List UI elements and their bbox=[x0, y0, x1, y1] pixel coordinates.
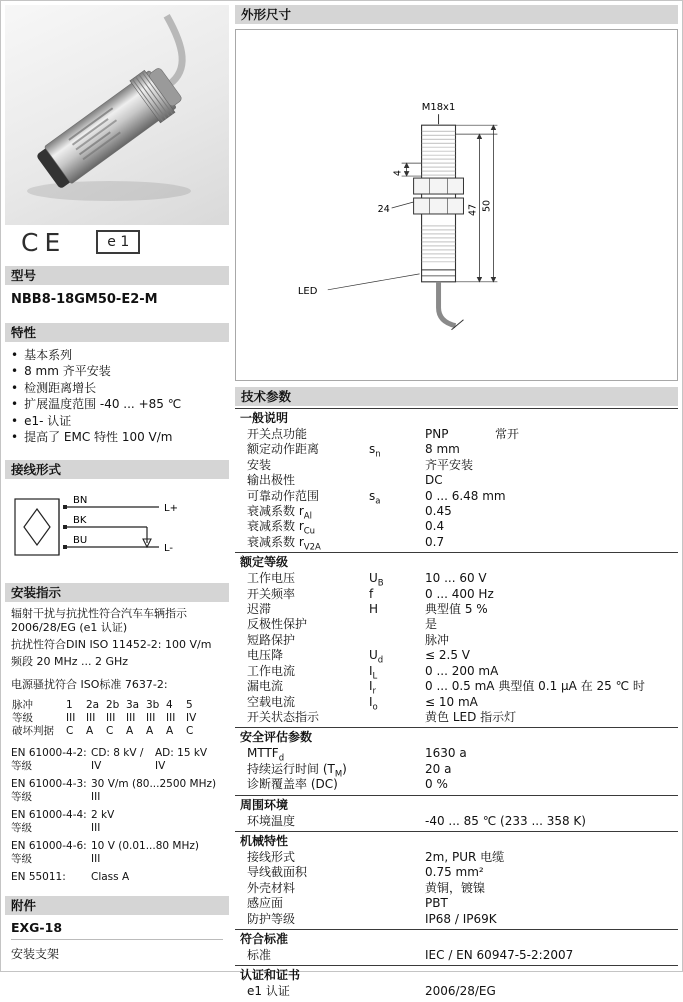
spec-row bbox=[235, 777, 678, 792]
en-standard-value: CD: 8 kV / bbox=[91, 746, 144, 759]
en-standard-row bbox=[11, 840, 223, 854]
pulse-table-header-cell: 5 bbox=[186, 698, 193, 711]
pulse-table-cell: III bbox=[66, 711, 76, 724]
spec-value: 齐平安装 bbox=[425, 457, 474, 472]
pulse-table-cell: III bbox=[146, 711, 156, 724]
spec-section-title: 机械特性 bbox=[240, 833, 289, 848]
spec-value: 1630 a bbox=[425, 746, 467, 761]
en-standard-label: EN 61000-4-3: bbox=[11, 777, 87, 790]
spec-value-part: 常开 bbox=[495, 427, 520, 441]
spec-value: ≤ 2.5 V bbox=[425, 648, 470, 663]
spec-label: 衰减系数 $r_{Cu}$ bbox=[247, 519, 316, 537]
feature-item bbox=[11, 429, 223, 446]
spec-section bbox=[235, 408, 678, 552]
spec-row bbox=[235, 746, 678, 764]
accessory-model: EXG-18 bbox=[11, 920, 223, 940]
install-paragraph: 频段 20 MHz ... 2 GHz bbox=[11, 654, 129, 668]
spec-label: 安装 bbox=[247, 457, 272, 472]
spec-section bbox=[235, 929, 678, 965]
spec-row bbox=[235, 912, 678, 927]
feature-item bbox=[11, 413, 223, 430]
spec-label: 迟滞 bbox=[247, 602, 272, 617]
spec-symbol: $I_o$ bbox=[369, 694, 378, 712]
feature-text: 提高了 EMC 特性 100 V/m bbox=[24, 430, 173, 444]
spec-label: 输出极性 bbox=[247, 473, 296, 488]
spec-symbol: $U_B$ bbox=[369, 571, 384, 589]
spec-symbol bbox=[369, 948, 425, 963]
spec-value: IP68 / IP69K bbox=[425, 911, 497, 926]
spec-section bbox=[235, 795, 678, 831]
en-standard-label: 等级 bbox=[11, 822, 32, 834]
spec-row bbox=[235, 663, 678, 682]
spec-section-title: 一般说明 bbox=[240, 411, 289, 425]
certification-marks bbox=[5, 225, 229, 260]
en-standard-label: 等级 bbox=[11, 853, 32, 865]
right-column bbox=[235, 5, 678, 999]
en-standard-row bbox=[11, 791, 223, 805]
wire-label-bk: BK bbox=[73, 514, 87, 526]
spec-value: 是 bbox=[425, 617, 438, 632]
spec-value: 0 ... 0.5 mA 典型值 0.1 μA 在 25 ℃ 时 bbox=[425, 679, 645, 694]
pulse-table-cell: IV bbox=[186, 711, 197, 724]
spec-row bbox=[235, 587, 678, 602]
en-standard-row bbox=[11, 760, 223, 774]
spec-section bbox=[235, 831, 678, 929]
spec-label: 开关状态指示 bbox=[247, 709, 320, 724]
spec-value: 黄铜，镀镍 bbox=[425, 880, 486, 895]
spec-symbol: $s_a$ bbox=[369, 488, 381, 507]
feature-text: 检测距离增长 bbox=[24, 380, 97, 395]
spec-row bbox=[235, 814, 678, 829]
en-standard-row bbox=[11, 747, 223, 761]
dim-24-label: 24 bbox=[377, 203, 390, 215]
spec-row bbox=[235, 633, 678, 648]
pulse-table-header-cell: 2a bbox=[86, 698, 100, 711]
spec-label: 开关频率 bbox=[247, 586, 296, 601]
spec-row bbox=[235, 519, 678, 537]
spec-row bbox=[235, 442, 678, 460]
feature-item bbox=[11, 363, 223, 380]
thread-size-label: M18x1 bbox=[421, 102, 456, 114]
spec-symbol bbox=[369, 519, 425, 534]
spec-symbol bbox=[369, 865, 425, 880]
en-standard-label: EN 55011: bbox=[11, 870, 66, 883]
install-section-header: 安装指示 bbox=[5, 583, 229, 602]
tech-section-header: 技术参数 bbox=[235, 387, 678, 406]
pulse-table-header-cell: 2b bbox=[106, 698, 120, 711]
spec-row bbox=[235, 458, 678, 473]
spec-row bbox=[235, 617, 678, 632]
spec-symbol bbox=[369, 504, 425, 519]
en-standard-value: IV bbox=[91, 760, 102, 772]
spec-label: 反极性保护 bbox=[247, 617, 308, 632]
feature-text: e1- 认证 bbox=[24, 413, 72, 428]
en-standard-value: 30 V/m (80...2500 MHz) bbox=[91, 777, 217, 790]
model-number: NBB8-18GM50-E2-M bbox=[11, 291, 158, 307]
en-standard-value: III bbox=[91, 822, 101, 834]
pulse-table-cell: III bbox=[106, 711, 116, 724]
dim-47-label: 47 bbox=[467, 203, 479, 217]
spec-section-title: 安全评估参数 bbox=[240, 730, 313, 745]
pulse-table-header-cell: 脉冲 bbox=[12, 698, 33, 711]
en-standard-row bbox=[11, 822, 223, 836]
pulse-table-cell: C bbox=[106, 724, 114, 737]
pulse-table-cell: 破坏判据 bbox=[12, 724, 54, 737]
spec-value bbox=[425, 427, 678, 442]
pulse-table-header-row bbox=[11, 699, 205, 712]
spec-row bbox=[235, 881, 678, 896]
bullet-icon: • bbox=[11, 380, 19, 395]
en-standard-value: Class A bbox=[91, 870, 130, 883]
install-paragraph: 抗扰性符合DIN ISO 11452-2: 100 V/m bbox=[11, 637, 212, 651]
spec-row bbox=[235, 865, 678, 880]
en-standard-label: 等级 bbox=[11, 760, 32, 772]
en-standard-value: IV bbox=[155, 760, 166, 772]
terminal-label-lminus: L- bbox=[164, 542, 174, 554]
spec-row bbox=[235, 602, 678, 617]
spec-symbol: H bbox=[369, 602, 379, 617]
spec-value: 脉冲 bbox=[425, 632, 450, 647]
en-standards-list bbox=[11, 747, 223, 885]
pulse-table-header-cell: 4 bbox=[166, 698, 173, 711]
pulse-table-header-cell: 3a bbox=[126, 698, 140, 711]
spec-value: 0 ... 6.48 mm bbox=[425, 488, 506, 503]
spec-label: 可靠动作范围 bbox=[247, 488, 320, 503]
pulse-table-cell: C bbox=[66, 724, 74, 737]
spec-symbol bbox=[369, 473, 425, 488]
spec-symbol bbox=[369, 633, 425, 648]
spec-value-part: PNP bbox=[425, 427, 449, 441]
bullet-icon: • bbox=[11, 347, 19, 362]
spec-value: PBT bbox=[425, 896, 448, 911]
en-standard-row bbox=[11, 871, 223, 885]
en-standard-value: III bbox=[91, 853, 101, 865]
pulse-table-cell: III bbox=[126, 711, 136, 724]
wiring-diagram-graphic bbox=[7, 483, 223, 571]
en-standard-row bbox=[11, 809, 223, 823]
spec-section-title: 额定等级 bbox=[240, 555, 289, 570]
dimension-drawing bbox=[235, 29, 678, 381]
spec-value: DC bbox=[425, 473, 443, 488]
spec-symbol bbox=[369, 777, 425, 792]
pulse-table-cell: A bbox=[126, 724, 134, 737]
product-photo bbox=[5, 5, 229, 225]
bullet-icon: • bbox=[11, 430, 19, 444]
spec-symbol bbox=[369, 850, 425, 865]
spec-symbol bbox=[369, 984, 425, 999]
en-standard-row bbox=[11, 853, 223, 867]
install-paragraphs bbox=[11, 607, 223, 669]
en-standard-row bbox=[11, 778, 223, 792]
sensor-photo-graphic bbox=[5, 5, 229, 225]
spec-label: 外壳材料 bbox=[247, 880, 296, 895]
spec-value: 0.4 bbox=[425, 519, 445, 534]
iso7637-pulse-table bbox=[11, 699, 205, 738]
pulse-table-cell: A bbox=[166, 724, 174, 737]
bullet-icon: • bbox=[11, 364, 19, 378]
spec-section bbox=[235, 965, 678, 1001]
spec-row bbox=[235, 850, 678, 865]
en-standard-value: AD: 15 kV bbox=[155, 746, 208, 759]
spec-label: e1 认证 bbox=[247, 984, 290, 999]
pulse-table-row bbox=[11, 712, 205, 725]
ce-mark: CE bbox=[21, 227, 67, 257]
bullet-icon: • bbox=[11, 413, 19, 428]
spec-label: 导线截面积 bbox=[247, 865, 308, 880]
spec-section bbox=[235, 552, 678, 727]
spec-symbol bbox=[369, 912, 425, 927]
spec-label: $MTTF_d$ bbox=[247, 746, 285, 764]
spec-value: 2006/28/EG bbox=[425, 984, 496, 999]
terminal-label-lplus: L+ bbox=[164, 502, 178, 514]
wiring-diagram bbox=[5, 479, 229, 577]
spec-value: 0 ... 200 mA bbox=[425, 663, 499, 678]
pulse-table-header-cell: 1 bbox=[66, 698, 73, 711]
en-standard-label: 等级 bbox=[11, 791, 32, 803]
spec-row bbox=[235, 571, 678, 589]
spec-value: 0 ... 400 Hz bbox=[425, 586, 494, 601]
pulse-table-cell: A bbox=[146, 724, 154, 737]
feature-text: 基本系列 bbox=[24, 347, 73, 362]
pulse-table-cell: C bbox=[186, 724, 194, 737]
spec-symbol bbox=[369, 458, 425, 473]
dim-4-label: 4 bbox=[392, 170, 404, 177]
spec-row bbox=[235, 948, 678, 963]
spec-symbol bbox=[369, 762, 425, 777]
spec-label: 电压降 bbox=[247, 648, 284, 663]
spec-row bbox=[235, 504, 678, 522]
model-section-header: 型号 bbox=[5, 266, 229, 285]
spec-value: 10 ... 60 V bbox=[425, 571, 487, 586]
technical-parameters-table bbox=[235, 408, 678, 1002]
feature-item bbox=[11, 396, 223, 413]
spec-row bbox=[235, 984, 678, 999]
spec-row bbox=[235, 761, 678, 780]
bullet-icon: • bbox=[11, 397, 19, 411]
en-standard-value: III bbox=[91, 791, 101, 803]
spec-row bbox=[235, 695, 678, 710]
left-column bbox=[5, 5, 229, 967]
install-paragraph: 辐射干扰与抗扰性符合汽车车辆指示 2006/28/EG (e1 认证) bbox=[11, 606, 187, 634]
en-standard-value: 10 V (0.01...80 MHz) bbox=[91, 839, 199, 852]
spec-section bbox=[235, 727, 678, 794]
spec-label: 衰减系数 $r_{Al}$ bbox=[247, 504, 312, 522]
pulse-table-cell: III bbox=[86, 711, 96, 724]
feature-text: 扩展温度范围 -40 ... +85 ℃ bbox=[24, 397, 182, 411]
feature-item bbox=[11, 347, 223, 364]
spec-section-title: 周围环境 bbox=[240, 797, 289, 812]
spec-value: 2m, PUR 电缆 bbox=[425, 849, 505, 864]
spec-label: 工作电压 bbox=[247, 571, 296, 586]
spec-row bbox=[235, 710, 678, 725]
en-standard-label: EN 61000-4-2: bbox=[11, 746, 87, 759]
spec-label: 诊断覆盖率 (DC) bbox=[247, 777, 338, 792]
spec-symbol bbox=[369, 814, 425, 829]
spec-label: 接线形式 bbox=[247, 849, 296, 864]
connection-section-header: 接线形式 bbox=[5, 460, 229, 479]
spec-value: 20 a bbox=[425, 761, 452, 776]
spec-value: -40 ... 85 ℃ (233 ... 358 K) bbox=[425, 813, 586, 828]
spec-symbol: $s_n$ bbox=[369, 442, 381, 460]
dimension-drawing-graphic bbox=[236, 30, 677, 380]
spec-value: 黄色 LED 指示灯 bbox=[425, 709, 517, 724]
spec-row bbox=[235, 473, 678, 488]
spec-row bbox=[235, 488, 678, 507]
wire-label-bu: BU bbox=[73, 534, 88, 546]
spec-row bbox=[235, 679, 678, 697]
spec-value: 8 mm bbox=[425, 442, 460, 457]
spec-symbol: $U_d$ bbox=[369, 648, 384, 666]
spec-row bbox=[235, 896, 678, 911]
en-standard-value: 2 kV bbox=[91, 808, 115, 821]
pulse-table-header-cell: 3b bbox=[146, 698, 160, 711]
spec-symbol bbox=[369, 896, 425, 911]
wire-label-bn: BN bbox=[73, 494, 88, 506]
spec-symbol: f bbox=[369, 586, 374, 601]
features-section-header: 特性 bbox=[5, 323, 229, 342]
accessories-section-header: 附件 bbox=[5, 896, 229, 915]
spec-symbol: $I_L$ bbox=[369, 663, 378, 682]
spec-label: 防护等级 bbox=[247, 911, 296, 926]
spec-row bbox=[235, 648, 678, 666]
features-list bbox=[5, 342, 229, 454]
spec-section-title: 符合标准 bbox=[240, 931, 289, 946]
spec-symbol bbox=[369, 617, 425, 632]
spec-section-title: 认证和证书 bbox=[240, 968, 301, 983]
spec-symbol bbox=[369, 746, 425, 761]
spec-label: 感应面 bbox=[247, 896, 284, 911]
spec-value: 0.75 mm² bbox=[425, 865, 484, 880]
spec-value: IEC / EN 60947-5-2:2007 bbox=[425, 947, 574, 962]
spec-value: 典型值 5 % bbox=[425, 602, 488, 617]
pulse-table-cell: A bbox=[86, 724, 94, 737]
spec-label: 标准 bbox=[247, 947, 272, 962]
spec-value: 0.45 bbox=[425, 504, 452, 519]
dim-50-label: 50 bbox=[481, 199, 493, 213]
accessory-block bbox=[5, 915, 229, 967]
spec-symbol bbox=[369, 881, 425, 896]
pulse-table-cell: 等级 bbox=[12, 711, 33, 724]
spec-label: 环境温度 bbox=[247, 813, 296, 828]
dimensions-section-header: 外形尺寸 bbox=[235, 5, 678, 24]
feature-text: 8 mm 齐平安装 bbox=[24, 364, 111, 378]
spec-symbol bbox=[369, 710, 425, 725]
spec-label: 短路保护 bbox=[247, 632, 296, 647]
spec-symbol bbox=[369, 535, 425, 550]
spec-label: 衰减系数 $r_{V2A}$ bbox=[247, 534, 321, 553]
spec-row bbox=[235, 534, 678, 553]
install-notes bbox=[5, 602, 229, 891]
emc-intro: 电源骚扰符合 ISO标准 7637-2: bbox=[11, 677, 168, 691]
spec-label: 开关点功能 bbox=[247, 427, 308, 441]
spec-value: 0.7 bbox=[425, 534, 445, 549]
spec-symbol bbox=[369, 427, 425, 442]
en-standard-label: EN 61000-4-4: bbox=[11, 808, 87, 821]
pulse-table-cell: III bbox=[166, 711, 176, 724]
led-label: LED bbox=[297, 285, 318, 297]
en-standard-label: EN 61000-4-6: bbox=[11, 839, 87, 852]
e1-mark: e 1 bbox=[96, 230, 140, 254]
spec-value: ≤ 10 mA bbox=[425, 694, 478, 709]
spec-symbol: $I_r$ bbox=[369, 679, 377, 697]
spec-row bbox=[235, 427, 678, 442]
spec-label: 工作电流 bbox=[247, 663, 296, 678]
spec-label: 额定动作距离 bbox=[247, 442, 320, 457]
spec-label: 持续运行时间 $(T_M)$ bbox=[247, 761, 347, 780]
feature-item bbox=[11, 380, 223, 397]
accessory-description: 安装支架 bbox=[11, 947, 60, 961]
pulse-table-row bbox=[11, 725, 205, 738]
spec-label: 漏电流 bbox=[247, 679, 284, 694]
spec-value: 0 % bbox=[425, 777, 448, 792]
spec-label: 空载电流 bbox=[247, 694, 296, 709]
